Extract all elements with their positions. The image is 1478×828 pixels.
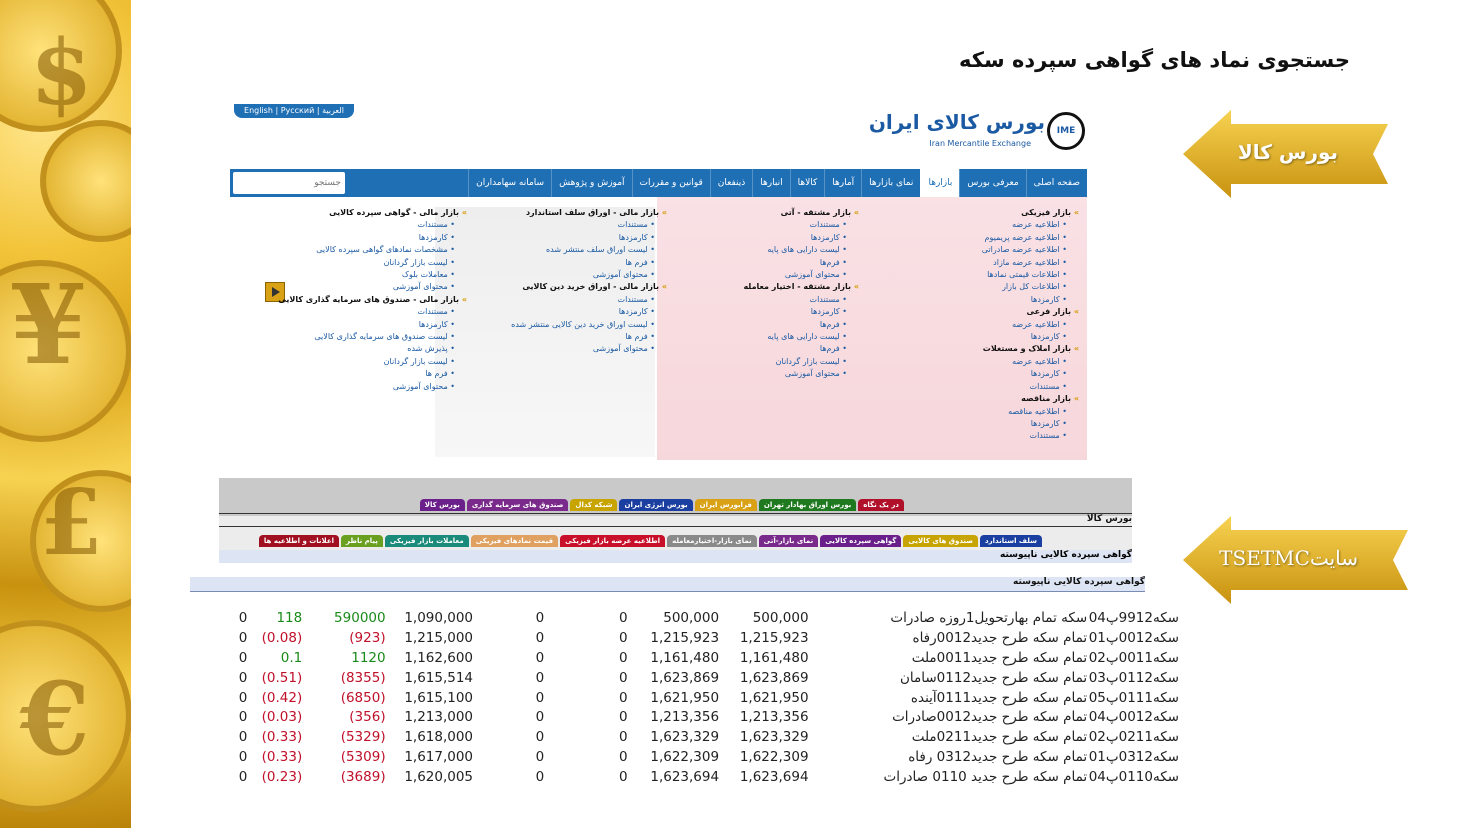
table-cell: 0 <box>238 609 248 626</box>
language-bar[interactable]: English | Русский | العربية <box>234 104 354 118</box>
table-cell: 0 <box>535 609 545 626</box>
menu-link[interactable]: • محتوای آموزشی <box>278 381 467 393</box>
page-title: جستجوی نماد های گواهی سپرده سکه <box>959 48 1350 72</box>
tsetmc-bottom-tabs <box>259 535 1042 547</box>
menu-link[interactable]: • مستندات <box>278 219 467 231</box>
menu-link[interactable]: • مستندات <box>982 381 1079 393</box>
table-row[interactable] <box>166 747 1179 767</box>
table-cell: 1,090,000 <box>404 609 474 626</box>
menu-link[interactable]: • فرم ها <box>278 368 467 380</box>
table-cell: (923) <box>349 629 386 646</box>
menu-link[interactable]: • اطلاعات قیمتی نمادها <box>982 269 1079 281</box>
menu-link[interactable]: • لیست صندوق های سرمایه گذاری کالایی <box>278 331 467 343</box>
table-cell: تمام سکه طرح جدید0111آینده <box>910 689 1088 706</box>
menu-link[interactable]: • فرم‌ها <box>743 257 859 269</box>
table-cell: 0 <box>238 749 248 766</box>
menu-column <box>511 207 667 356</box>
table-cell: سکه0012پ04 <box>1088 709 1179 726</box>
table-cell: تمام سکه طرح جدید0112سامان <box>899 669 1088 686</box>
table-cell: سکه0112پ03 <box>1088 669 1179 686</box>
menu-link[interactable]: • کارمزدها <box>278 319 467 331</box>
menu-link[interactable]: • کارمزدها <box>511 232 667 244</box>
table-cell: 0 <box>618 649 628 666</box>
menu-link[interactable]: • اطلاعیه عرضه <box>982 319 1079 331</box>
table-row[interactable] <box>166 628 1179 648</box>
nav-item[interactable]: آموزش و پژوهش <box>551 169 631 197</box>
table-cell: 1,161,480 <box>650 649 720 666</box>
table-cell: 1,618,000 <box>404 729 474 746</box>
menu-link[interactable]: • فرم ها <box>511 257 667 269</box>
nav-item[interactable]: آمارها <box>824 169 861 197</box>
table-cell: 1,213,000 <box>404 709 474 726</box>
menu-link[interactable]: • محتوای آموزشی <box>511 269 667 281</box>
table-cell: 0 <box>535 769 545 786</box>
table-cell: 0 <box>618 709 628 726</box>
menu-link[interactable]: • کارمزدها <box>743 232 859 244</box>
menu-link[interactable]: • مستندات <box>511 294 667 306</box>
menu-link[interactable]: • فرم‌ها <box>743 343 859 355</box>
menu-link[interactable]: • کارمزدها <box>982 294 1079 306</box>
table-cell: 1,623,869 <box>650 669 720 686</box>
table-row[interactable] <box>166 668 1179 688</box>
table-cell: (6850) <box>340 689 386 706</box>
menu-link[interactable]: • اطلاعات کل بازار <box>982 281 1079 293</box>
table-cell: 1,161,480 <box>739 649 809 666</box>
table-cell: 1,615,100 <box>404 689 474 706</box>
table-cell: سکه0012پ01 <box>1088 629 1179 646</box>
table-cell: 1,623,329 <box>650 729 720 746</box>
table-cell: (356) <box>349 709 386 726</box>
menu-group-heading[interactable]: » بازار فیزیکی <box>982 207 1079 219</box>
table-cell: 1,622,309 <box>739 749 809 766</box>
table-cell: 1,213,356 <box>739 709 809 726</box>
table-cell: 1,162,600 <box>404 649 474 666</box>
tab[interactable]: سلف استاندارد <box>980 535 1042 547</box>
table-cell: 1,623,694 <box>650 769 720 786</box>
tab[interactable]: اطلاعیه عرضه بازار فیزیکی <box>560 535 665 547</box>
nav-item[interactable]: سامانه سهامداران <box>468 169 551 197</box>
table-row[interactable] <box>166 648 1179 668</box>
tab[interactable]: پیام ناظر <box>341 535 383 547</box>
menu-group-heading[interactable]: » بازار مالی - اوراق سلف استاندارد <box>511 207 667 219</box>
menu-group-heading[interactable]: » بازار مالی - گواهی سپرده کالایی <box>278 207 467 219</box>
tse-arrow-text: سایتTSETMC <box>1219 546 1358 570</box>
table-cell: 0 <box>238 729 248 746</box>
table-cell: 0 <box>618 729 628 746</box>
tse-arrow-label <box>1183 516 1388 604</box>
table-cell: (8355) <box>340 669 386 686</box>
menu-link[interactable]: • اطلاعیه عرضه مازاد <box>982 257 1079 269</box>
menu-group-heading[interactable]: » بازار مناقصه <box>982 393 1079 405</box>
table-cell: 0 <box>618 689 628 706</box>
table-cell: 0 <box>618 769 628 786</box>
nav-item[interactable]: کالاها <box>790 169 825 197</box>
table-cell: 1,622,309 <box>650 749 720 766</box>
table-cell: 0 <box>535 689 545 706</box>
menu-link[interactable]: • پذیرش شده <box>278 343 467 355</box>
table-cell: 1,621,950 <box>650 689 720 706</box>
menu-link[interactable]: • کارمزدها <box>511 306 667 318</box>
table-cell: (0.03) <box>261 709 303 726</box>
menu-column <box>278 207 467 393</box>
ime-arrow-text: بورس کالا <box>1237 140 1338 164</box>
table-cell: 1,623,869 <box>739 669 809 686</box>
table-row[interactable] <box>166 608 1179 628</box>
table-cell: 0 <box>238 649 248 666</box>
nav-item[interactable]: صفحه اصلی <box>1026 169 1087 197</box>
table-cell: 1,213,356 <box>650 709 720 726</box>
table-cell: 1,620,005 <box>404 769 474 786</box>
ime-logo-subtitle: Iran Mercantile Exchange <box>929 139 1031 148</box>
nav-item[interactable]: انبارها <box>752 169 789 197</box>
table-cell: 1,621,950 <box>739 689 809 706</box>
table-cell: 0.1 <box>280 649 303 666</box>
tab[interactable]: نمای بازار-آتی <box>759 535 819 547</box>
subheader: گواهی سپرده کالایی ناپیوسته <box>219 550 1132 563</box>
ime-markets-dropdown <box>240 197 1087 460</box>
tsetmc-panel <box>219 478 1132 563</box>
ime-search-input[interactable] <box>233 172 345 194</box>
table-cell: 0 <box>238 669 248 686</box>
nav-item[interactable]: نمای بازارها <box>861 169 920 197</box>
menu-link[interactable]: • معاملات بلوک <box>278 269 467 281</box>
table-cell: 0 <box>535 629 545 646</box>
menu-link[interactable]: • اطلاعیه مناقصه <box>982 406 1079 418</box>
gold-coins-decoration: $ ¥ £ € <box>0 0 131 828</box>
table-row[interactable] <box>166 727 1179 747</box>
table-cell: 590000 <box>334 609 386 626</box>
menu-group-heading[interactable]: » بازار مالی - صندوق های سرمایه گذاری کالایی <box>278 294 467 306</box>
divider <box>219 513 1132 514</box>
tab[interactable]: بورس اوراق بهادار تهران <box>759 499 856 511</box>
table-cell: سکه0011پ02 <box>1088 649 1179 666</box>
tab[interactable]: بورس کالا <box>420 499 465 511</box>
menu-link[interactable]: • مستندات <box>743 219 859 231</box>
table-cell: (0.42) <box>261 689 303 706</box>
table-cell: 1,215,000 <box>404 629 474 646</box>
table-cell: سکه0110پ04 <box>1088 769 1179 786</box>
menu-column <box>982 207 1079 443</box>
table-row[interactable] <box>166 688 1179 708</box>
tab[interactable]: بورس انرژی ایران <box>619 499 692 511</box>
ime-main-nav <box>230 169 1087 197</box>
menu-link[interactable]: • مشخصات نمادهای گواهی سپرده کالایی <box>278 244 467 256</box>
menu-group-heading[interactable]: » بازار مشتقه - آتی <box>743 207 859 219</box>
table-cell: 1,623,694 <box>739 769 809 786</box>
table-cell: (0.23) <box>261 769 303 786</box>
menu-link[interactable]: • کارمزدها <box>982 331 1079 343</box>
table-cell: تمام سکه طرح جدید 0110 صادرات <box>883 769 1088 786</box>
table-cell: سکه0111پ05 <box>1088 689 1179 706</box>
menu-link[interactable]: • کارمزدها <box>743 306 859 318</box>
table-cell: 0 <box>535 669 545 686</box>
table-cell: 0 <box>535 729 545 746</box>
tab[interactable]: قیمت نمادهای فیزیکی <box>471 535 558 547</box>
menu-link[interactable]: • محتوای آموزشی <box>743 368 859 380</box>
coin-certificates-table <box>166 608 1179 787</box>
menu-link[interactable]: • کارمزدها <box>982 368 1079 380</box>
tab[interactable]: فرابورس ایران <box>695 499 757 511</box>
table-cell: 0 <box>618 749 628 766</box>
table-cell: 1,215,923 <box>650 629 720 646</box>
table-cell: (3689) <box>340 769 386 786</box>
nav-item[interactable]: معرفی بورس <box>959 169 1025 197</box>
menu-link[interactable]: • لیست اوراق سلف منتشر شده <box>511 244 667 256</box>
nav-item[interactable]: بازارها <box>920 169 959 197</box>
table-cell: 500,000 <box>752 609 809 626</box>
table-row[interactable] <box>166 767 1179 787</box>
table-cell: 0 <box>535 749 545 766</box>
menu-link[interactable]: • لیست اوراق خرید دین کالایی منتشر شده <box>511 319 667 331</box>
table-cell: 1,623,329 <box>739 729 809 746</box>
menu-link[interactable]: • اطلاعیه عرضه <box>982 356 1079 368</box>
table-cell: سکه0211پ02 <box>1088 729 1179 746</box>
table-cell: تمام سکه طرح جدید0312 رفاه <box>908 749 1088 766</box>
tab[interactable]: نمای بازار-اختیارمعامله <box>667 535 757 547</box>
menu-link[interactable]: • لیست بازار گردانان <box>743 356 859 368</box>
tab[interactable]: شبکه کدال <box>570 499 617 511</box>
table-cell: تمام سکه طرح جدید0012رفاه <box>912 629 1088 646</box>
table-cell: (0.51) <box>261 669 303 686</box>
table-cell: 500,000 <box>663 609 720 626</box>
tsetmc-top-tabs <box>420 499 904 511</box>
table-cell: 0 <box>238 769 248 786</box>
menu-link[interactable]: • مستندات <box>511 219 667 231</box>
menu-link[interactable]: • لیست بازار گردانان <box>278 257 467 269</box>
tab[interactable]: در یک نگاه <box>858 499 904 511</box>
menu-link[interactable]: • کارمزدها <box>278 232 467 244</box>
table-cell: 0 <box>618 629 628 646</box>
menu-group-heading[interactable]: » بازار مالی - اوراق خرید دین کالایی <box>511 281 667 293</box>
table-cell: سکه9912پ04 <box>1088 609 1179 626</box>
menu-column <box>743 207 859 381</box>
menu-link[interactable]: • فرم‌ها <box>743 319 859 331</box>
nav-item[interactable]: قوانین و مقررات <box>632 169 710 197</box>
table-cell: تمام سکه طرح جدید0012صادرات <box>892 709 1088 726</box>
menu-link[interactable]: • اطلاعیه عرضه صادراتی <box>982 244 1079 256</box>
table-cell: 1,615,514 <box>404 669 474 686</box>
table-cell: 1,617,000 <box>404 749 474 766</box>
nav-item[interactable]: ذینفعان <box>710 169 752 197</box>
table-cell: (0.33) <box>261 749 303 766</box>
table-row[interactable] <box>166 707 1179 727</box>
menu-link[interactable]: • کارمزدها <box>982 418 1079 430</box>
table-cell: (5309) <box>340 749 386 766</box>
menu-link[interactable]: • مستندات <box>982 430 1079 442</box>
table-cell: 0 <box>618 609 628 626</box>
menu-link[interactable]: • محتوای آموزشی <box>511 343 667 355</box>
menu-link[interactable]: • فرم ها <box>511 331 667 343</box>
table-cell: 0 <box>618 669 628 686</box>
menu-link[interactable]: • لیست بازار گردانان <box>278 356 467 368</box>
menu-group-heading[interactable]: » بازار فرعی <box>982 306 1079 318</box>
table-cell: 0 <box>238 709 248 726</box>
table-cell: سکه تمام بهارتحویل1روزه صادرات <box>890 609 1088 626</box>
menu-group-heading[interactable]: » بازار املاک و مستغلات <box>982 343 1079 355</box>
table-cell: (5329) <box>340 729 386 746</box>
section-label: بورس کالا <box>1086 514 1132 524</box>
table-cell: 1,215,923 <box>739 629 809 646</box>
table-cell: 0 <box>535 709 545 726</box>
table-cell: 1120 <box>351 649 386 666</box>
menu-link[interactable]: • محتوای آموزشی <box>743 269 859 281</box>
tab[interactable]: صندوق های کالایی <box>903 535 978 547</box>
ime-website-panel <box>230 100 1087 460</box>
menu-link[interactable]: • اطلاعیه عرضه <box>982 219 1079 231</box>
table-cell: (0.33) <box>261 729 303 746</box>
tab[interactable]: گواهی سپرده کالایی <box>820 535 901 547</box>
table-cell: سکه0312پ01 <box>1088 749 1179 766</box>
menu-link[interactable]: • لیست دارایی های پایه <box>743 244 859 256</box>
menu-link[interactable]: • اطلاعیه عرضه پریمیوم <box>982 232 1079 244</box>
divider <box>219 526 1132 527</box>
table-cell: 0 <box>535 649 545 666</box>
table-cell: تمام سکه طرح جدید0211ملت <box>911 729 1088 746</box>
table-cell: تمام سکه طرح جدید0011ملت <box>911 649 1088 666</box>
table-cell: 0 <box>238 629 248 646</box>
menu-group-heading[interactable]: » بازار مشتقه - اختیار معامله <box>743 281 859 293</box>
menu-link[interactable]: • مستندات <box>278 306 467 318</box>
menu-link[interactable]: • لیست دارایی های پایه <box>743 331 859 343</box>
tab[interactable]: معاملات بازار فیزیکی <box>385 535 469 547</box>
ime-logo-icon: IME <box>1047 112 1085 150</box>
ime-arrow-label <box>1183 110 1388 198</box>
menu-link[interactable]: • محتوای آموزشی <box>278 281 467 293</box>
subheader-2: گواهی سپرده کالایی ناپیوسته <box>190 577 1145 592</box>
menu-link[interactable]: • مستندات <box>743 294 859 306</box>
table-cell: (0.08) <box>261 629 303 646</box>
table-cell: 0 <box>238 689 248 706</box>
tab[interactable]: صندوق های سرمایه گذاری <box>467 499 569 511</box>
table-cell: 118 <box>276 609 303 626</box>
ime-logo-title: بورس کالای ایران <box>868 110 1045 134</box>
tab[interactable]: اعلانات و اطلاعیه ها <box>259 535 339 547</box>
